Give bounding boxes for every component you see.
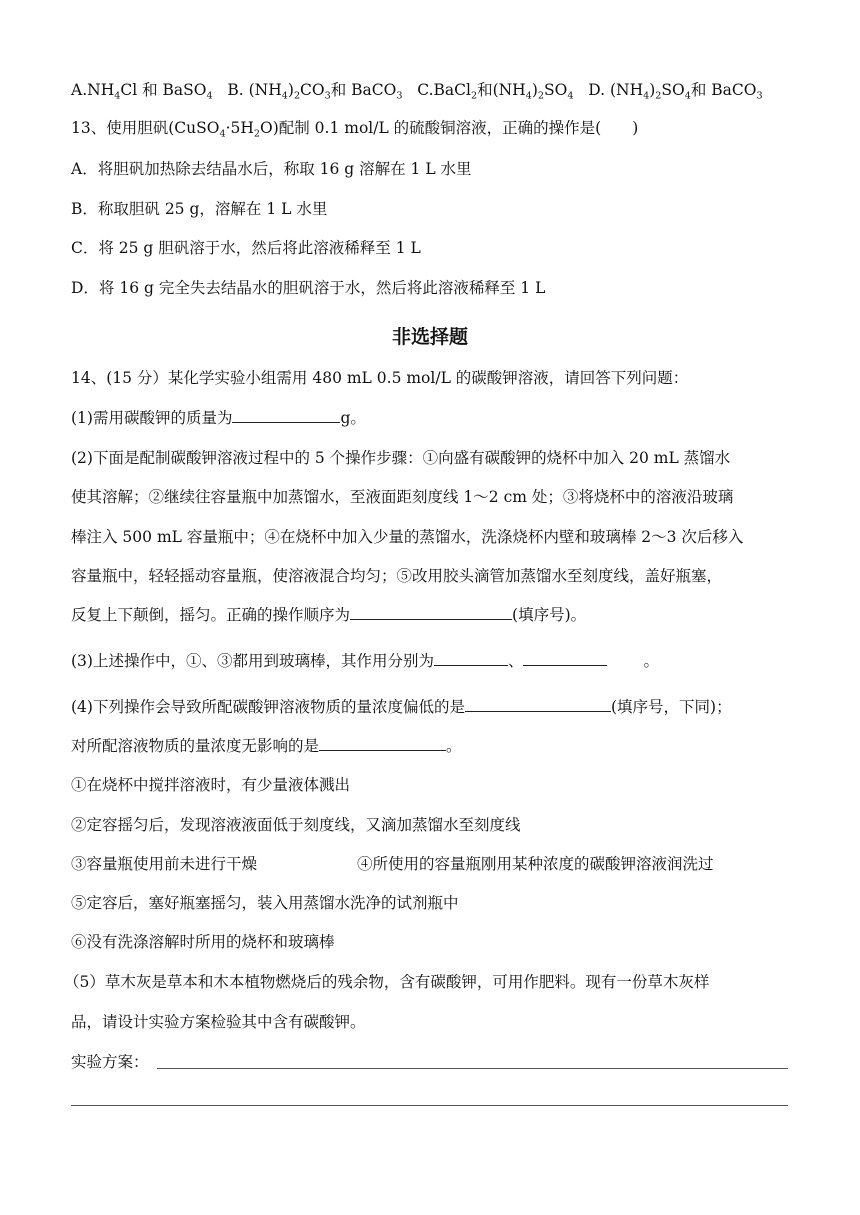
- q14-part2-line5: 反复上下颠倒，摇匀。正确的操作顺序为 (填序号)。: [71, 606, 587, 624]
- q13-option-c: C．将 25 g 胆矾溶于水，然后将此溶液稀释至 1 L: [71, 239, 421, 257]
- q14-item-2: ②定容摇匀后，发现溶液液面低于刻度线，又滴加蒸馏水至刻度线: [71, 816, 521, 834]
- answer-blank-order[interactable]: [350, 605, 512, 620]
- q14-item-5: ⑤定容后，塞好瓶塞摇匀，装入用蒸馏水洗净的试剂瓶中: [71, 894, 459, 912]
- q13-option-a: A．将胆矾加热除去结晶水后，称取 16 g 溶解在 1 L 水里: [71, 160, 472, 178]
- answer-line-plan-1[interactable]: [157, 1068, 788, 1069]
- q13-option-d: D．将 16 g 完全失去结晶水的胆矾溶于水，然后将此溶液稀释至 1 L: [71, 279, 546, 297]
- q12-options-line: [71, 80, 763, 106]
- q14-part3: (3)上述操作中，①、③都用到玻璃棒，其作用分别为 、 。: [71, 652, 659, 670]
- answer-blank-no-effect[interactable]: [319, 736, 446, 751]
- q12-option-b: B. $(NH_4)_2CO_3$和 BaCO$_3$: [227, 81, 403, 102]
- q13-option-b: B．称取胆矾 25 g，溶解在 1 L 水里: [71, 200, 328, 218]
- q14-item-4: ④所使用的容量瓶刚用某种浓度的碳酸钾溶液润洗过: [357, 855, 714, 873]
- q14-item-6: ⑥没有洗涤溶解时所用的烧杯和玻璃棒: [71, 933, 335, 951]
- answer-blank-role-3[interactable]: [523, 651, 607, 666]
- q14-part2-line1: (2)下面是配制碳酸钾溶液过程中的 5 个操作步骤：①向盛有碳酸钾的烧杯中加入 20 mL 蒸馏水: [71, 449, 731, 467]
- answer-line-plan-2[interactable]: [71, 1105, 788, 1106]
- q12-option-a: $A.NH_4Cl$ 和 BaSO$_4$: [71, 81, 213, 102]
- q12-option-c: C.BaCl$_2$和$(NH_4)_2SO_4$: [417, 81, 574, 102]
- plan-label: 实验方案：: [71, 1053, 149, 1071]
- q14-part2-line3: 棒注入 500 mL 容量瓶中；④在烧杯中加入少量的蒸馏水，洗涤烧杯内壁和玻璃棒 2～3 次后移入: [71, 528, 744, 546]
- q14-item-1: ①在烧杯中搅拌溶液时，有少量液体溅出: [71, 776, 351, 794]
- q13-stem: 13、使用胆矾$(CuSO_4\cdot 5H_2O)$配制 0.1 mol/L 的硫酸铜溶液，正确的操作是( ): [71, 119, 639, 140]
- q14-part5-line2: 品，请设计实验方案检验其中含有碳酸钾。: [71, 1013, 366, 1031]
- q14-stem: 14、(15 分）某化学实验小组需用 480 mL 0.5 mol/L 的碳酸钾溶液，请回答下列问题：: [71, 369, 689, 387]
- q14-item-3: ③容量瓶使用前未进行干燥: [71, 855, 258, 873]
- q14-part2-line4: 容量瓶中，轻轻摇动容量瓶，使溶液混合均匀；⑤改用胶头滴管加蒸馏水至刻度线，盖好瓶塞，: [71, 567, 723, 585]
- section-title: 非选择题: [391, 326, 468, 348]
- q14-part4-line1: (4)下列操作会导致所配碳酸钾溶液物质的量浓度偏低的是 (填序号，下同)；: [71, 698, 732, 716]
- q14-part1: (1)需用碳酸钾的质量为 g。: [71, 409, 366, 427]
- q14-part4-line2: 对所配溶液物质的量浓度无影响的是 。: [71, 737, 462, 755]
- q12-option-d: D. $(NH_4)_2SO_4$和 BaCO$_3$: [588, 81, 763, 102]
- q14-part2-line2: 使其溶解；②继续往容量瓶中加蒸馏水，至液面距刻度线 1～2 cm 处；③将烧杯中的溶液沿玻璃: [71, 488, 734, 506]
- answer-blank-low[interactable]: [465, 697, 611, 712]
- answer-blank-mass[interactable]: [232, 408, 340, 423]
- answer-blank-role-1[interactable]: [434, 651, 508, 666]
- q14-part5-line1: （5）草木灰是草本和木本植物燃烧后的残余物，含有碳酸钾，可用作肥料。现有一份草木灰样: [64, 973, 710, 991]
